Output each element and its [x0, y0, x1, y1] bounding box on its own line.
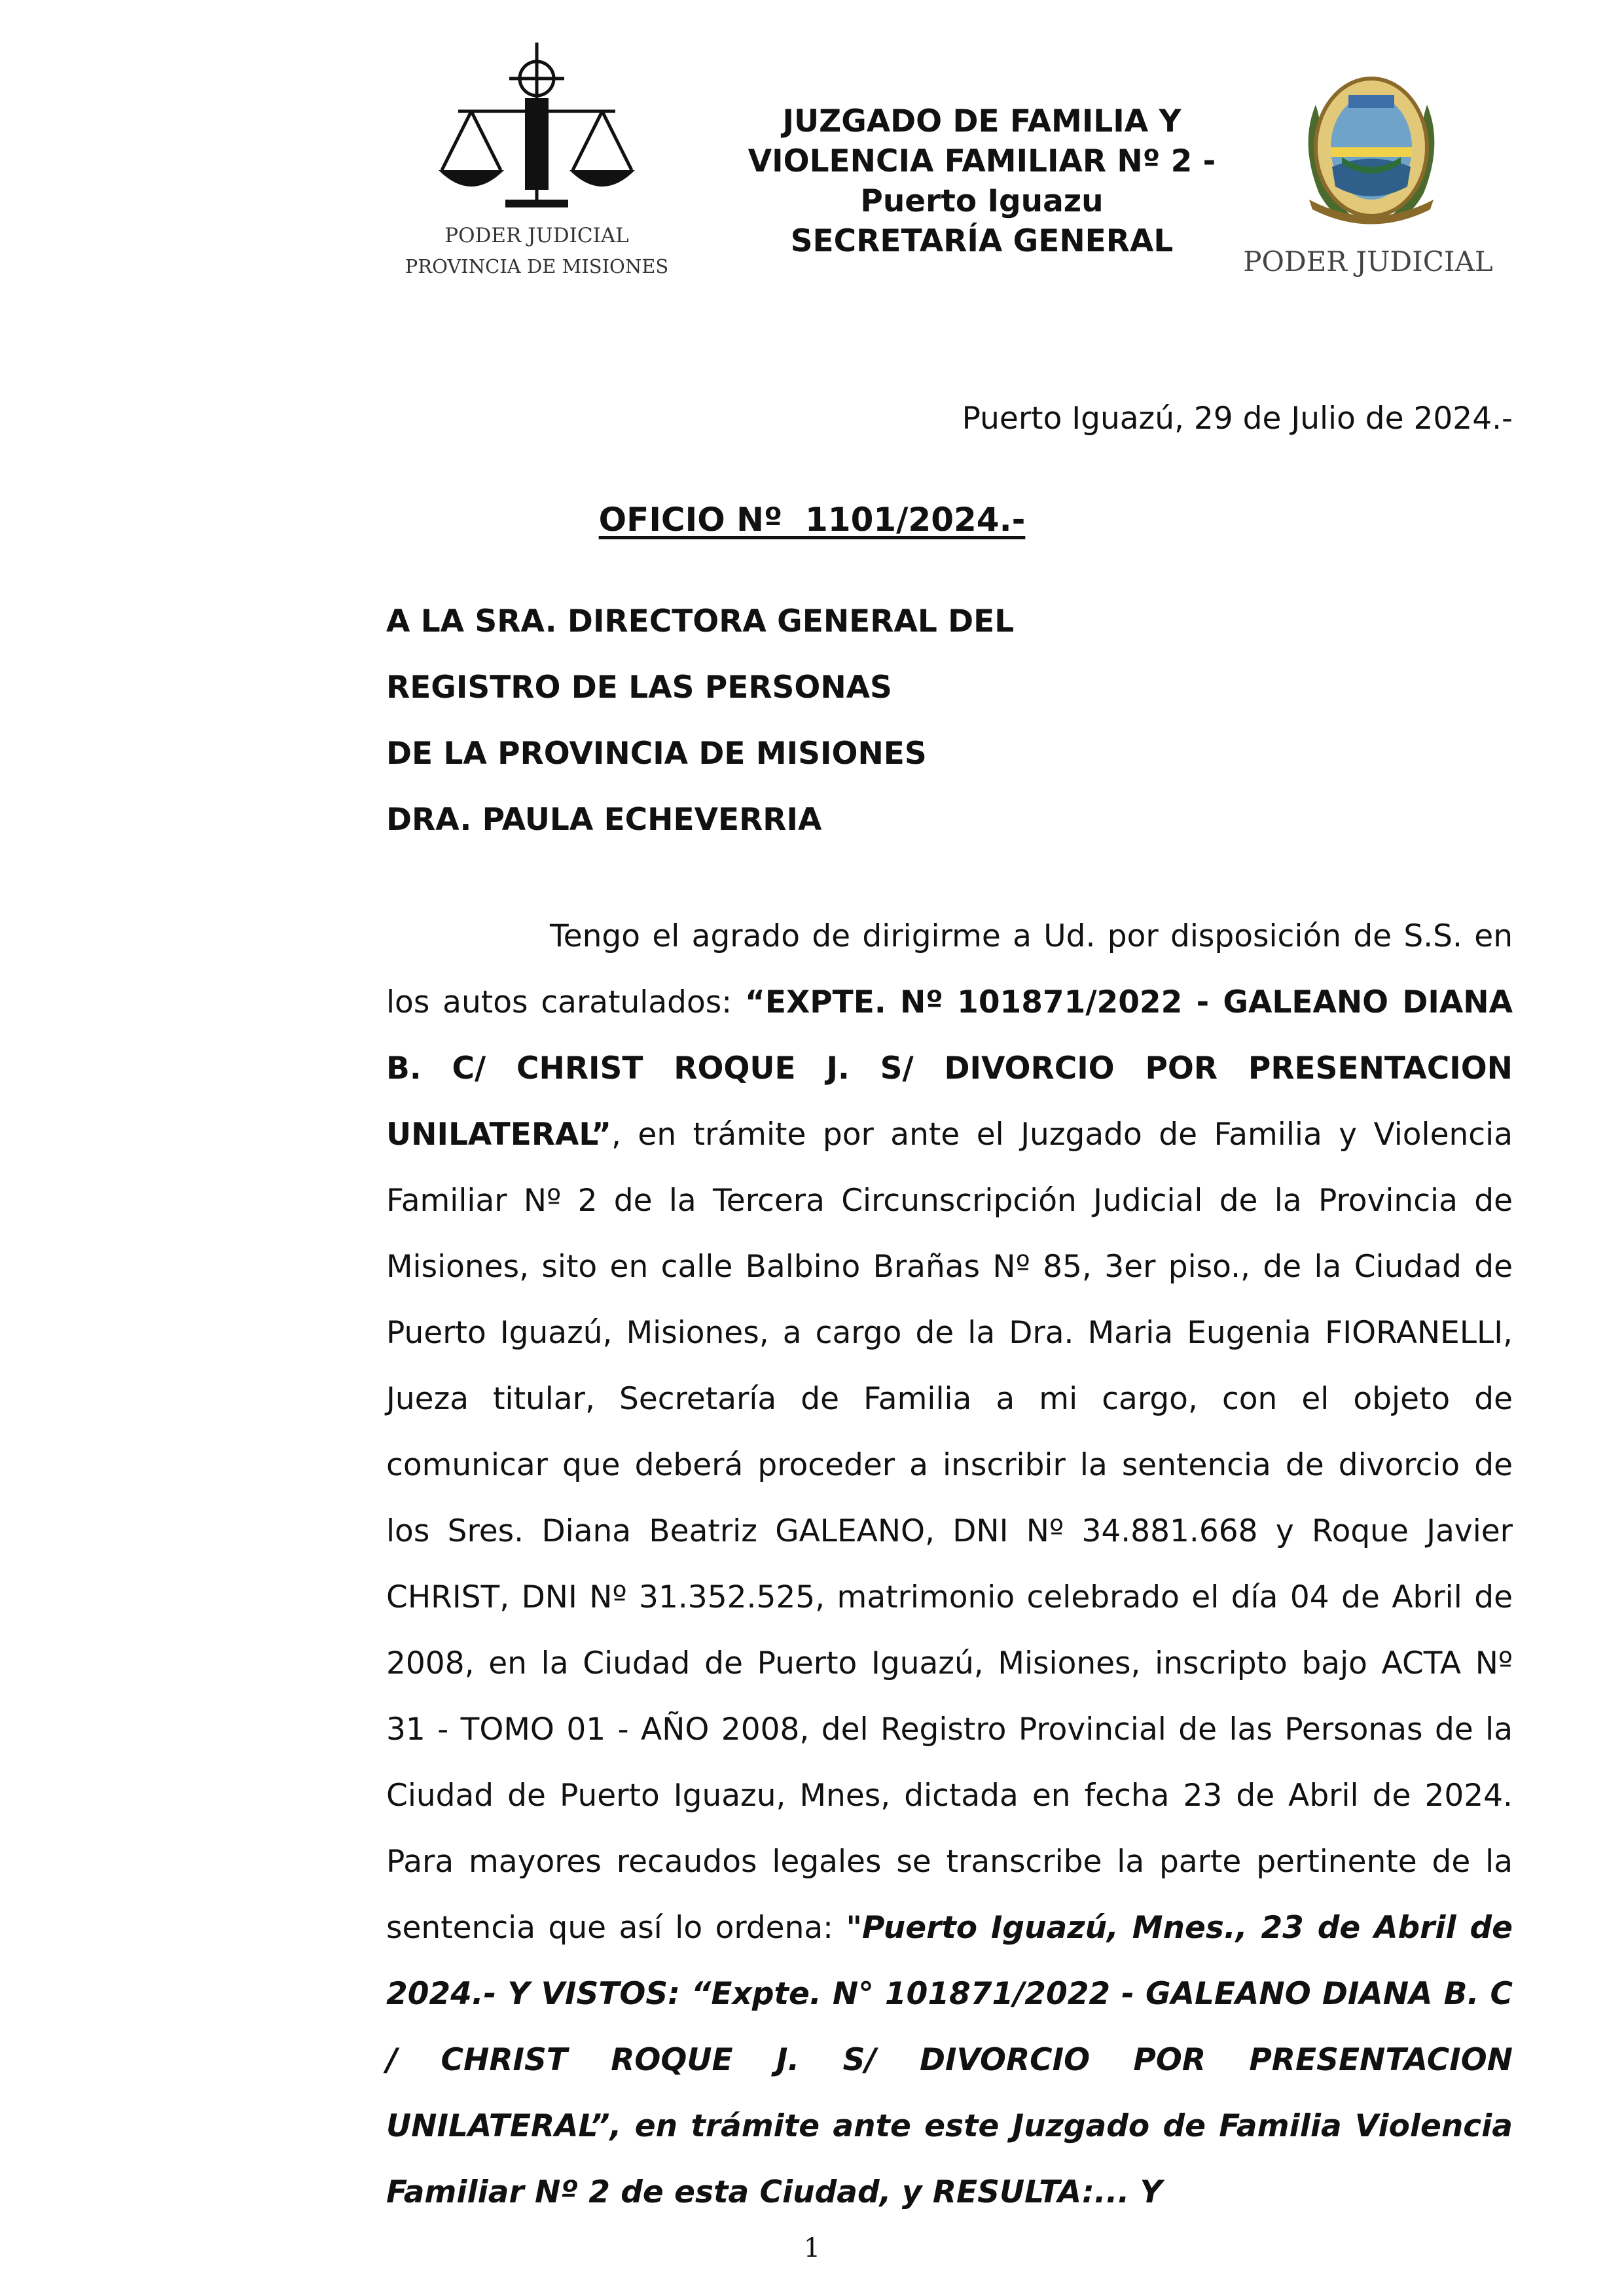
scales-of-justice-icon — [432, 39, 641, 216]
recipient-line: DRA. PAULA ECHEVERRIA — [386, 802, 822, 838]
recipient-line: REGISTRO DE LAS PERSONAS — [386, 670, 892, 706]
recipient-block — [386, 602, 1014, 867]
left-logo-caption-line1: PODER JUDICIAL — [444, 224, 629, 247]
case-title: “EXPTE. Nº 101871/2022 - GALEANO DIANA B. C/ CHRIST ROQUE J. S/ DIVORCIO POR PRESENTACION UNILATERAL” — [386, 984, 1513, 1153]
court-header-line: Puerto Iguazu — [860, 183, 1104, 219]
court-header-line: SECRETARÍA GENERAL — [790, 223, 1174, 259]
letter-body — [386, 903, 1513, 2225]
recipient-line: A LA SRA. DIRECTORA GENERAL DEL — [386, 603, 1015, 639]
body-intro: Tengo el agrado de dirigirme a Ud. por disposición de S.S. en los autos caratulados: — [386, 918, 1513, 1020]
page-number: 1 — [803, 2233, 821, 2263]
left-logo — [399, 39, 674, 295]
recipient-line: DE LA PROVINCIA DE MISIONES — [386, 736, 927, 772]
sentence-quote: "Puerto Iguazú, Mnes., 23 de Abril de 2024.- Y VISTOS: “Expte. N° 101871/2022 - GALEANO DIANA B. C / CHRIST ROQUE J. S/ DIVORCIO POR PRESENTACION UNILATERAL”, en trámite ante este Juzgado de Familia Violencia Familiar Nº 2 de esta Ciudad, y RESULTA:... Y — [386, 1910, 1513, 2210]
left-logo-caption-line2: PROVINCIA DE MISIONES — [405, 255, 669, 278]
oficio-number-text: OFICIO Nº 1101/2024.- — [598, 501, 1026, 539]
oficio-number — [0, 501, 1624, 539]
body-main: , en trámite por ante el Juzgado de Familia y Violencia Familiar Nº 2 de la Tercera Circunscripción Judicial de la Provincia de Misiones, sito en calle Balbino Brañas Nº 85, 3er piso., de la Ciudad de Puerto Iguazú, Misiones, a cargo de la Dra. Maria Eugenia FIORANELLI, Jueza titular, Secretaría de Familia a mi cargo, con el objeto de comunicar que deberá proceder a inscribir la sentencia de divorcio de los Sres. Diana Beatriz GALEANO, DNI Nº 34.881.668 y Roque Javier CHRIST, DNI Nº 31.352.525, matrimonio celebrado el día 04 de Abril de 2008, en la Ciudad de Puerto Iguazú, Misiones, inscripto bajo ACTA Nº 31 - TOMO 01 - AÑO 2008, del Registro Provincial de las Personas de la Ciudad de Puerto Iguazu, Mnes, dictada en fecha 23 de Abril de 2024. Para mayores recaudos legales se transcribe la parte pertinente de la sentencia que así lo ordena: — [386, 1117, 1513, 1946]
document-date: Puerto Iguazú, 29 de Julio de 2024.- — [962, 401, 1513, 437]
right-logo-caption: PODER JUDICIAL — [1243, 245, 1493, 278]
provincia-de-misiones-coat-of-arms-icon — [1296, 59, 1447, 236]
court-header-line: JUZGADO DE FAMILIA Y — [782, 103, 1182, 139]
body-paragraph — [386, 903, 1513, 2225]
right-logo — [1237, 59, 1499, 288]
court-header-line: VIOLENCIA FAMILIAR Nº 2 - — [748, 143, 1216, 179]
court-header-title — [707, 101, 1257, 261]
